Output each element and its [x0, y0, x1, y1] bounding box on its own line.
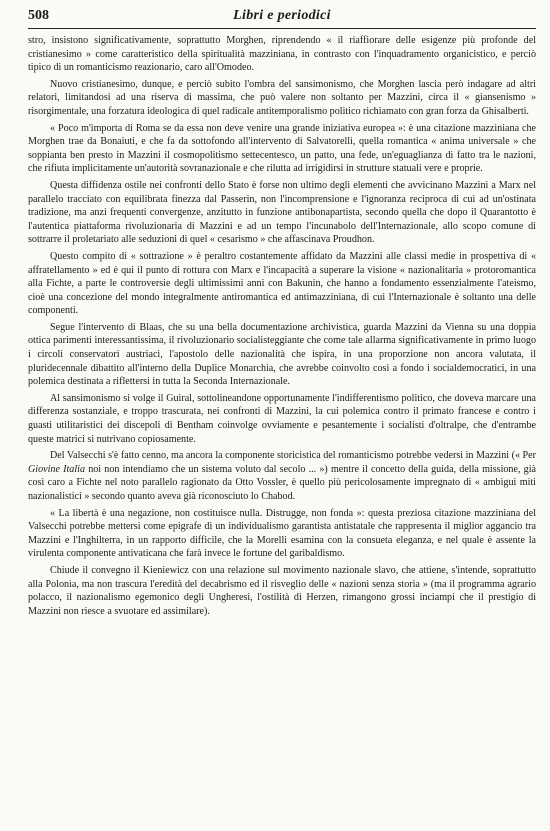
paragraph-text: stro, insistono significativamente, soprattutto Morghen, riprendendo « il riaffiorare delle esigenze più profonde del cristianesimo » come caratteristico della spiritualità mazziniana, in contrasto con l'inquadramento organicistico, e perciò tipico di un romanticismo reazionario, caro all'Omodeo. — [28, 35, 536, 74]
body-paragraph — [28, 179, 536, 247]
article-body — [28, 34, 536, 618]
body-paragraph — [28, 34, 536, 75]
paragraph-text: Del Valsecchi s'è fatto cenno, ma ancora la componente storicistica del romanticismo potrebbe vedersi in Mazzini (« Per — [50, 450, 536, 462]
paragraph-text: Questo compito di « sottrazione » è peraltro costantemente affidato da Mazzini alle classi medie in prospettiva di « affratellamento » ed è qui il punto di rottura con Marx e l'incapacità a superare la visione « nazionalitaria » protoromantica alla Fichte, a parte le controversie degli ultimissimi anni con Bakunin, che hanno a fondamento essenzialmente l'ateismo, cioè una concezione del mondo integralmente antiromantica ed antimazziniana, di cui l'Internazionale è soltanto una delle componenti. — [28, 250, 536, 317]
body-paragraph — [28, 250, 536, 318]
paragraph-text: Chiude il convegno il Kieniewicz con una relazione sul movimento nazionale slavo, che attiene, s'intende, soprattutto alla Polonia, ma non trascura l'eredità del decabrismo ed il risveglio delle « nazioni senza storia » (ma il programma agrario polacco, il nazionalismo egemonico degli Ungheresi, l'ostilità di Herzen, rimangono grossi inciampi che il prestigio di Mazzini non riesce a svuotare ed assimilare). — [28, 564, 536, 617]
body-paragraph — [28, 507, 536, 561]
paragraph-text: « Poco m'importa di Roma se da essa non deve venire una grande iniziativa europea »: è una citazione mazziniana che Morghen trae da Bonaiuti, e che fa da sottofondo all'intervento di Salvatorelli, quella romantica « anima universale » che soppianta ben presto in Mazzini il cosmopolitismo settecentesco, un patto, una fede, un'eguaglianza di fatto tra le nazioni, che rifiuta implicitamente un'autorità sovranazionale e che rilutta ad irrigidirsi in strutture statuali vere e proprie. — [28, 122, 536, 175]
body-paragraph — [28, 321, 536, 389]
running-title: Libri e periodici — [233, 8, 331, 23]
body-paragraph — [28, 392, 536, 446]
paragraph-text: « La libertà è una negazione, non costituisce nulla. Distrugge, non fonda »: questa preziosa citazione mazziniana del Valsecchi potrebbe mettersi come epigrafe di un individualismo garantista antistatale che rappresenta il miglior aggancio tra Mazzini e l'Inghilterra, in un rapporto difficile, che la Morelli esamina con la consueta eleganza, e nel quale è assente la virulenta componente antivaticana che farà invece le fortune del garibaldismo. — [28, 507, 536, 560]
italic-title-text: Giovine Italia — [28, 463, 86, 475]
paragraph-text: Al sansimonismo si volge il Guiral, sottolineandone opportunamente l'indifferentismo politico, che doveva marcare una differenza sostanziale, e troppo trascurata, nei confronti di Mazzini, la cui polemica contro il primato francese e contro i guasti utilitaristici dei discepoli di Bentham coinvolge ovviamente e pesantemente i socialisti d'oltralpe, che d'entrambe queste matrici si nutrivano copiosamente. — [28, 392, 536, 445]
body-paragraph — [28, 449, 536, 503]
body-paragraph — [28, 122, 536, 176]
page-header — [28, 8, 536, 29]
body-paragraph — [28, 78, 536, 119]
page-number: 508 — [28, 8, 49, 23]
paragraph-text: Nuovo cristianesimo, dunque, e perciò subito l'ombra del sansimonismo, che Morghen lascia però indagare ad altri relatori, limitandosi ad una riserva di massima, che può valere non soltanto per Mazzini, circa il « giansenismo » risorgimentale, una forzatura ideologica di quel radicale antitemporalismo politico richiamato con gran forza da Ghisalberti. — [28, 78, 536, 117]
paragraph-text: noi non intendiamo che un sistema voluto dal secolo ... ») mentre il concetto della guida, della missione, già così caro a Fichte nel noto parallelo ragionato da Otto Vossler, è quello più pericolosamente impregnato di « ambigui miti nazionalistici » secondo quanto aveva già riconosciuto lo Chabod. — [28, 463, 537, 502]
paragraph-text: Segue l'intervento di Blaas, che su una bella documentazione archivistica, guarda Mazzini da Vienna su una doppia ottica parimenti interessantissima, il rivoluzionario socialisteggiante che come tale allarma significativamente in primo luogo i circoli conservatori austriaci, l'apostolo delle nazionalità che ispira, in una proporzione non ancora valutata, il pluridecennale dibattito all'interno della Duplice Monarchia, che avrebbe coinvolto così a fondo i socialdemocratici, in una polemica destinata a riflettersi in tutta la Seconda Internazionale. — [28, 321, 536, 388]
body-paragraph — [28, 564, 536, 618]
paragraph-text: Questa diffidenza ostile nei confronti dello Stato è forse non ultimo degli elementi che avvicinano Mazzini a Marx nel parallelo tracciato con equilibrata finezza dal Passerin, non l'incomprensione e l'ignoranza reciproca di cui ad un'ostinata tradizione, ma anzi frequenti convergenze, anzitutto in funzione antibonapartista, secondo quella che dopo il Quarantotto è l'autentica piattaforma rivoluzionaria di Mazzini e ad un tempo l'incunabolo dell'Internazionale, allo scopo comune di sottrarre il proletariato alle seduzioni di quel « cesarismo » che affascinava Proudhon. — [28, 179, 536, 246]
